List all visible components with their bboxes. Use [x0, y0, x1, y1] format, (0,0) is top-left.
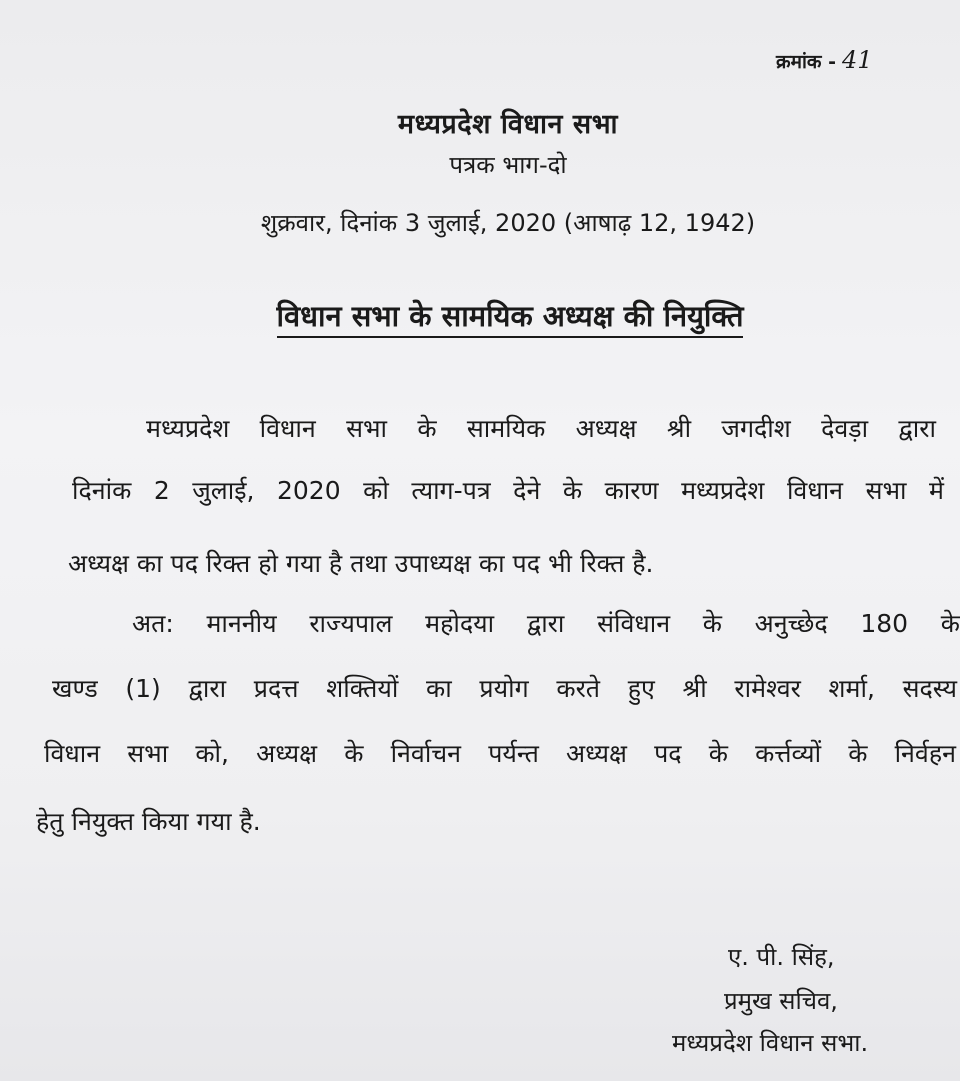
document-heading: [30, 296, 960, 335]
paragraph1-line3: अध्यक्ष का पद रिक्त हो गया है तथा उपाध्यक्ष का पद भी रिक्त है.: [68, 549, 654, 578]
serial-label: क्रमांक -: [776, 51, 836, 73]
paragraph2-line4: हेतु नियुक्त किया गया है.: [36, 807, 261, 836]
paragraph2-line1: अत: माननीय राज्यपाल महोदया द्वारा संविधान के अनुच्छेद 180 के: [132, 609, 960, 638]
paragraph1-line2: दिनांक 2 जुलाई, 2020 को त्याग-पत्र देने के कारण मध्यप्रदेश विधान सभा में: [72, 476, 944, 505]
paragraph2-line2: खण्ड (1) द्वारा प्रदत्त शक्तियों का प्रयोग करते हुए श्री रामेश्वर शर्मा, सदस्य: [52, 674, 957, 703]
signatory-designation: प्रमुख सचिव,: [724, 987, 838, 1015]
serial-number: [776, 46, 873, 74]
bulletin-subtitle: पत्रक भाग-दो: [449, 151, 567, 179]
serial-value: 41: [841, 46, 873, 74]
heading-text: विधान सभा के सामयिक अध्यक्ष की नियुक्ति: [277, 299, 744, 338]
signatory-name: ए. पी. सिंह,: [728, 943, 835, 971]
paragraph1-line1: मध्यप्रदेश विधान सभा के सामयिक अध्यक्ष श्री जगदीश देवड़ा द्वारा: [146, 414, 936, 443]
paragraph2-line3: विधान सभा को, अध्यक्ष के निर्वाचन पर्यन्त अध्यक्ष पद के कर्त्तव्यों के निर्वहन: [44, 739, 956, 768]
date-line: शुक्रवार, दिनांक 3 जुलाई, 2020 (आषाढ़ 12, 1942): [260, 209, 756, 237]
organization-title: मध्यप्रदेश विधान सभा: [397, 109, 619, 140]
signatory-office: मध्यप्रदेश विधान सभा.: [672, 1029, 869, 1057]
